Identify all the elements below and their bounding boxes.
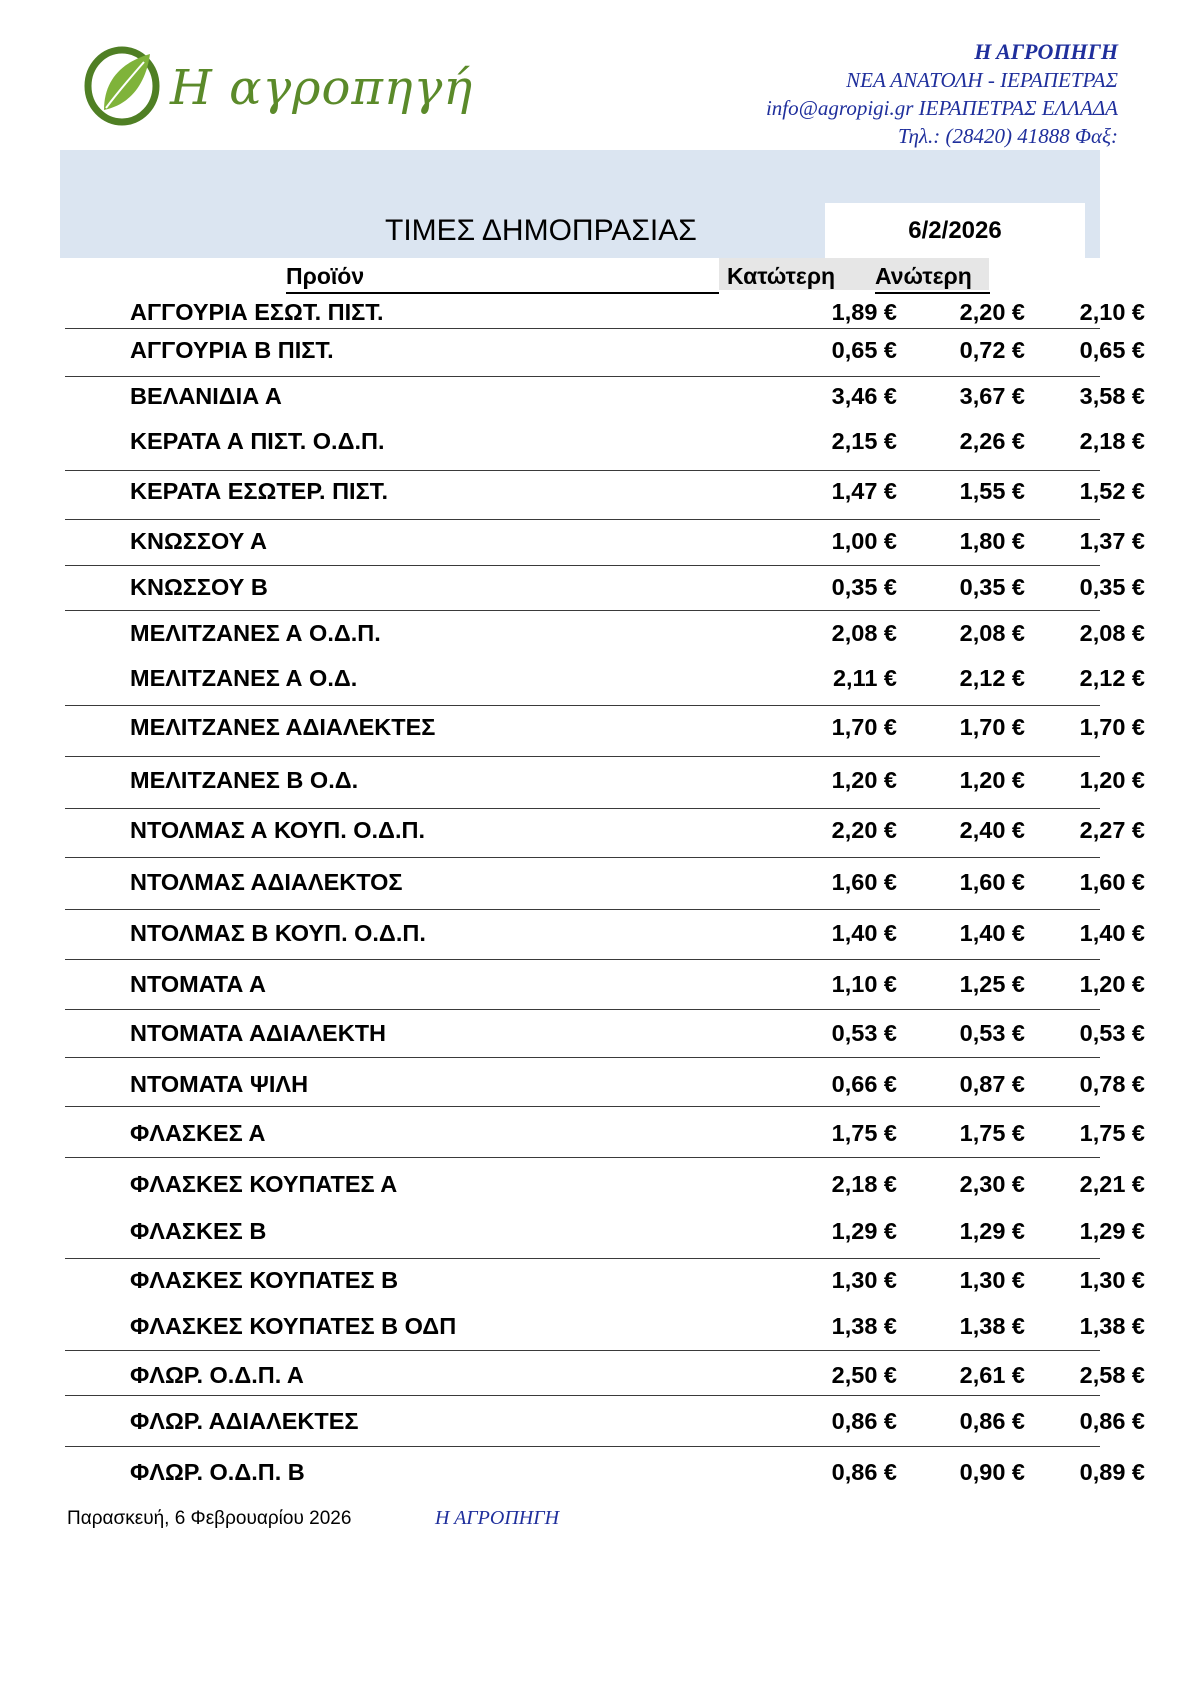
price-high: 1,29 € — [959, 1218, 1025, 1244]
price-average: 1,37 € — [1079, 528, 1145, 554]
product-name: ΦΛΑΣΚΕΣ Β — [130, 1218, 267, 1244]
price-high: 1,25 € — [959, 971, 1025, 997]
price-low: 0,66 € — [831, 1071, 897, 1097]
table-row — [65, 658, 1145, 698]
table-row — [65, 376, 1145, 416]
price-average: 2,27 € — [1079, 817, 1145, 843]
price-low: 1,89 € — [831, 299, 897, 325]
price-high: 2,20 € — [959, 299, 1025, 325]
price-average: 1,38 € — [1079, 1313, 1145, 1339]
column-header-product — [286, 260, 719, 294]
price-low: 2,18 € — [831, 1171, 897, 1197]
company-name: Η ΑΓΡΟΠΗΓΗ — [974, 39, 1118, 64]
price-high: 0,35 € — [959, 574, 1025, 600]
row-divider — [65, 1106, 1100, 1107]
price-average: 1,40 € — [1079, 920, 1145, 946]
price-low: 1,47 € — [831, 478, 897, 504]
price-low: 3,46 € — [831, 383, 897, 409]
price-high: 2,12 € — [959, 665, 1025, 691]
table-row — [65, 567, 1145, 607]
table-row — [65, 521, 1145, 561]
price-average: 1,30 € — [1079, 1267, 1145, 1293]
price-high: 2,30 € — [959, 1171, 1025, 1197]
price-average: 1,20 € — [1079, 767, 1145, 793]
row-divider — [65, 1057, 1100, 1058]
column-header-product-label: Προϊόν — [286, 263, 365, 289]
price-high: 1,70 € — [959, 714, 1025, 740]
product-name: ΝΤΟΜΑΤΑ ΨΙΛΗ — [130, 1071, 309, 1097]
company-logo — [82, 40, 474, 135]
page-title: ΤΙΜΕΣ ΔΗΜΟΠΡΑΣΙΑΣ — [385, 214, 697, 247]
product-name: ΝΤΟΜΑΤΑ Α — [130, 971, 266, 997]
product-name: ΦΛΑΣΚΕΣ ΚΟΥΠΑΤΕΣ Α — [130, 1171, 398, 1197]
row-divider — [65, 610, 1100, 611]
product-name: ΦΛΩΡ. ΑΔΙΑΛΕΚΤΕΣ — [130, 1408, 359, 1434]
price-low: 1,60 € — [831, 869, 897, 895]
product-name: ΜΕΛΙΤΖΑΝΕΣ Α Ο.Δ.Π. — [130, 620, 381, 646]
price-average: 0,86 € — [1079, 1408, 1145, 1434]
row-divider — [65, 1395, 1100, 1396]
table-row — [65, 1013, 1145, 1053]
product-name: ΜΕΛΙΤΖΑΝΕΣ Α Ο.Δ. — [130, 665, 358, 691]
price-high: 1,75 € — [959, 1120, 1025, 1146]
product-name: ΑΓΓΟΥΡΙΑ ΕΣΩΤ. ΠΙΣΤ. — [130, 299, 384, 325]
price-high: 1,30 € — [959, 1267, 1025, 1293]
price-average: 0,35 € — [1079, 574, 1145, 600]
price-low: 2,08 € — [831, 620, 897, 646]
row-divider — [65, 519, 1100, 520]
price-low: 1,00 € — [831, 528, 897, 554]
product-name: ΝΤΟΛΜΑΣ Β ΚΟΥΠ. Ο.Δ.Π. — [130, 920, 426, 946]
company-phone: Τηλ.: (28420) 41888 Φαξ: — [897, 124, 1118, 148]
price-average: 1,60 € — [1079, 869, 1145, 895]
price-high: 0,87 € — [959, 1071, 1025, 1097]
price-average: 0,65 € — [1079, 337, 1145, 363]
price-low: 1,29 € — [831, 1218, 897, 1244]
price-high: 1,20 € — [959, 767, 1025, 793]
product-name: ΜΕΛΙΤΖΑΝΕΣ Β Ο.Δ. — [130, 767, 359, 793]
price-low: 2,11 € — [832, 665, 897, 691]
price-average: 1,75 € — [1079, 1120, 1145, 1146]
row-divider — [65, 1446, 1100, 1447]
product-name: ΦΛΑΣΚΕΣ Α — [130, 1120, 266, 1146]
table-row — [65, 1211, 1145, 1251]
product-name: ΦΛΑΣΚΕΣ ΚΟΥΠΑΤΕΣ Β — [130, 1267, 399, 1293]
price-low: 2,15 € — [831, 428, 897, 454]
table-row — [65, 1306, 1145, 1346]
row-divider — [65, 705, 1100, 706]
price-average: 0,89 € — [1079, 1459, 1145, 1485]
table-row — [65, 1260, 1145, 1300]
row-divider — [65, 909, 1100, 910]
product-name: ΚΝΩΣΣΟΥ Α — [130, 528, 267, 554]
product-name: ΒΕΛΑΝΙΔΙΑ Α — [130, 383, 282, 409]
price-high: 2,08 € — [959, 620, 1025, 646]
price-average: 2,58 € — [1079, 1362, 1145, 1388]
company-email: info@agropigi.gr ΙΕΡΑΠΕΤΡΑΣ ΕΛΛΑΔΑ — [765, 96, 1118, 120]
price-average: 1,70 € — [1079, 714, 1145, 740]
table-row — [65, 292, 1145, 332]
product-name: ΦΛΩΡ. Ο.Δ.Π. Β — [130, 1459, 305, 1485]
footer-company: Η ΑΓΡΟΠΗΓΗ — [435, 1507, 560, 1529]
price-low: 0,86 € — [831, 1459, 897, 1485]
price-low: 0,35 € — [831, 574, 897, 600]
product-name: ΝΤΟΛΜΑΣ ΑΔΙΑΛΕΚΤΟΣ — [130, 869, 403, 895]
product-name: ΦΛΩΡ. Ο.Δ.Π. Α — [130, 1362, 304, 1388]
logo-text: Η αγροπηγή — [170, 60, 474, 116]
table-row — [65, 913, 1145, 953]
product-name: ΚΝΩΣΣΟΥ Β — [130, 574, 268, 600]
price-high: 0,86 € — [959, 1408, 1025, 1434]
price-high: 1,80 € — [959, 528, 1025, 554]
table-row — [65, 1064, 1145, 1104]
price-low: 1,20 € — [831, 767, 897, 793]
table-row — [65, 1164, 1145, 1204]
price-low: 2,50 € — [831, 1362, 897, 1388]
table-row — [65, 471, 1145, 511]
table-row — [65, 330, 1145, 370]
table-row — [65, 1452, 1145, 1492]
company-location: ΝΕΑ ΑΝΑΤΟΛΗ - ΙΕΡΑΠΕΤΡΑΣ — [846, 68, 1118, 92]
product-name: ΦΛΑΣΚΕΣ ΚΟΥΠΑΤΕΣ Β ΟΔΠ — [130, 1313, 457, 1339]
price-low: 0,53 € — [831, 1020, 897, 1046]
product-name: ΜΕΛΙΤΖΑΝΕΣ ΑΔΙΑΛΕΚΤΕΣ — [130, 714, 436, 740]
price-average: 2,21 € — [1079, 1171, 1145, 1197]
table-row — [65, 760, 1145, 800]
price-high: 0,90 € — [959, 1459, 1025, 1485]
price-low: 1,38 € — [831, 1313, 897, 1339]
product-name: ΚΕΡΑΤΑ ΕΣΩΤΕΡ. ΠΙΣΤ. — [130, 478, 388, 504]
price-high: 1,38 € — [959, 1313, 1025, 1339]
price-low: 2,20 € — [831, 817, 897, 843]
footer-date: Παρασκευή, 6 Φεβρουαρίου 2026 — [67, 1508, 352, 1529]
row-divider — [65, 959, 1100, 960]
price-average: 2,18 € — [1079, 428, 1145, 454]
price-average: 0,78 € — [1079, 1071, 1145, 1097]
price-average: 0,53 € — [1079, 1020, 1145, 1046]
product-name: ΝΤΟΛΜΑΣ Α ΚΟΥΠ. Ο.Δ.Π. — [130, 817, 425, 843]
product-name: ΚΕΡΑΤΑ Α ΠΙΣΤ. Ο.Δ.Π. — [130, 428, 385, 454]
column-header-high: Ανώτερη — [875, 260, 990, 294]
row-divider — [65, 1157, 1100, 1158]
price-low: 0,86 € — [831, 1408, 897, 1434]
row-divider — [65, 1350, 1100, 1351]
price-high: 2,26 € — [959, 428, 1025, 454]
report-date: 6/2/2026 — [825, 203, 1085, 258]
table-row — [65, 810, 1145, 850]
price-high: 0,72 € — [959, 337, 1025, 363]
price-low: 1,40 € — [831, 920, 897, 946]
price-high: 0,53 € — [959, 1020, 1025, 1046]
price-low: 0,65 € — [831, 337, 897, 363]
price-high: 1,60 € — [959, 869, 1025, 895]
price-high: 1,55 € — [959, 478, 1025, 504]
price-high: 3,67 € — [959, 383, 1025, 409]
price-average: 2,10 € — [1079, 299, 1145, 325]
table-row — [65, 1113, 1145, 1153]
leaf-logo-icon — [82, 44, 164, 126]
table-row — [65, 421, 1145, 461]
price-average: 1,20 € — [1079, 971, 1145, 997]
table-row — [65, 613, 1145, 653]
price-high: 1,40 € — [959, 920, 1025, 946]
product-name: ΝΤΟΜΑΤΑ ΑΔΙΑΛΕΚΤΗ — [130, 1020, 387, 1046]
price-average: 1,52 € — [1079, 478, 1145, 504]
table-row — [65, 1401, 1145, 1441]
price-low: 1,10 € — [831, 971, 897, 997]
price-high: 2,40 € — [959, 817, 1025, 843]
row-divider — [65, 1009, 1100, 1010]
price-average: 2,08 € — [1079, 620, 1145, 646]
price-high: 2,61 € — [959, 1362, 1025, 1388]
price-low: 1,30 € — [831, 1267, 897, 1293]
price-low: 1,75 € — [831, 1120, 897, 1146]
table-row — [65, 964, 1145, 1004]
product-name: ΑΓΓΟΥΡΙΑ Β ΠΙΣΤ. — [130, 337, 334, 363]
price-low: 1,70 € — [831, 714, 897, 740]
row-divider — [65, 857, 1100, 858]
row-divider — [65, 756, 1100, 757]
price-average: 2,12 € — [1079, 665, 1145, 691]
table-row — [65, 1355, 1145, 1395]
row-divider — [65, 1258, 1100, 1259]
column-header-low: Κατώτερη — [727, 263, 836, 289]
table-row — [65, 707, 1145, 747]
row-divider — [65, 565, 1100, 566]
company-header — [766, 38, 1118, 150]
price-average: 1,29 € — [1079, 1218, 1145, 1244]
price-average: 3,58 € — [1079, 383, 1145, 409]
table-row — [65, 862, 1145, 902]
row-divider — [65, 808, 1100, 809]
